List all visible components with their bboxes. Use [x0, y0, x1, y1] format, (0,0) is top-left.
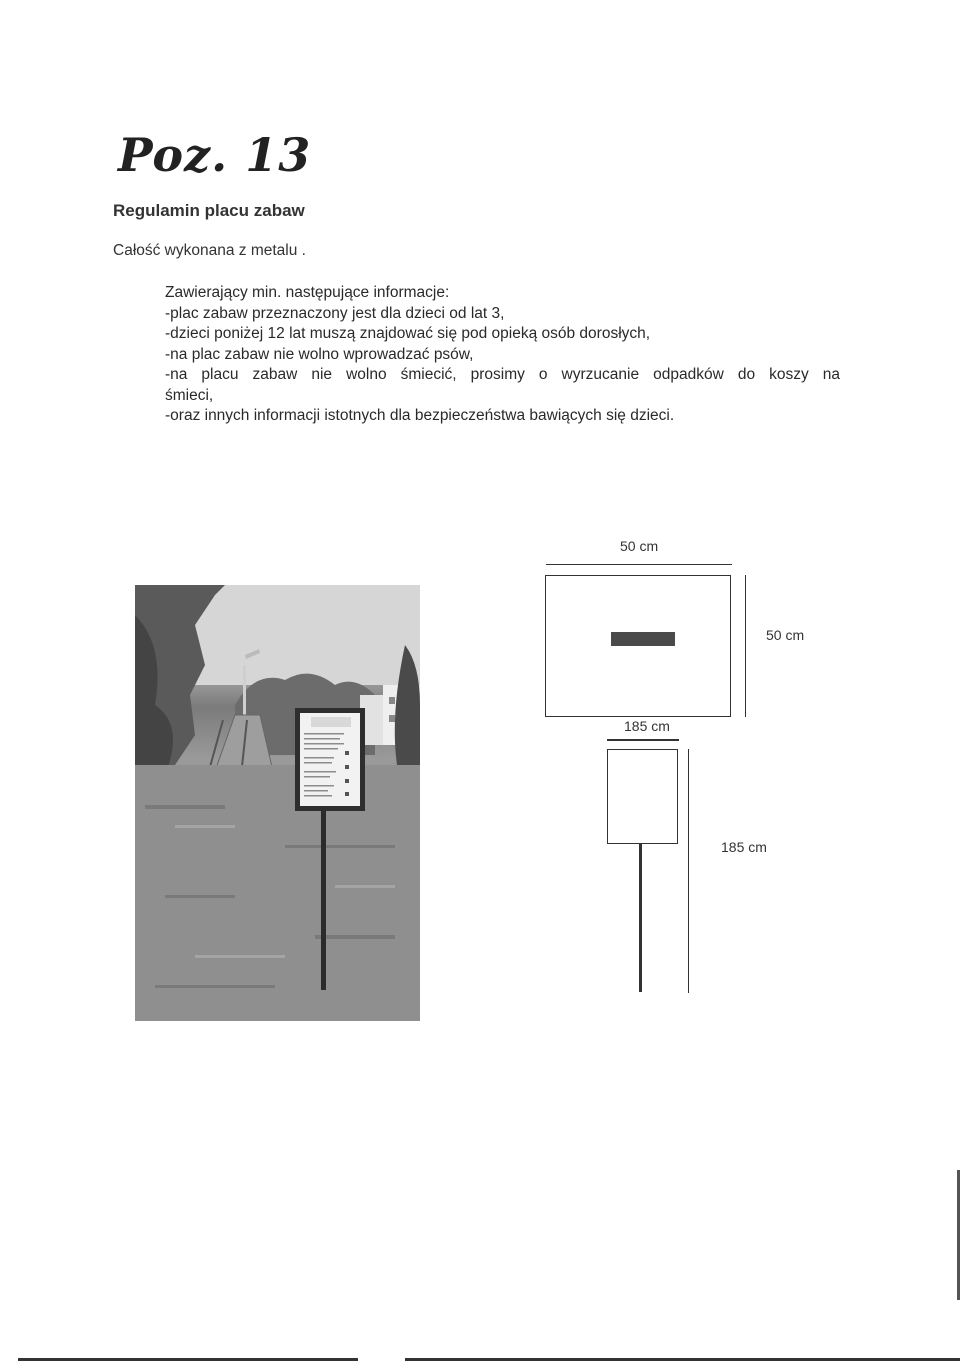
material-note: Całość wykonana z metalu .: [113, 242, 306, 259]
information-list: [165, 283, 840, 427]
sign-board-side-view: [607, 749, 678, 844]
sign-photo: [135, 585, 420, 1021]
panel-height-label: 50 cm: [766, 627, 805, 643]
list-item: -plac zabaw przeznaczony jest dla dzieci od lat 3,: [165, 304, 505, 322]
panel-height-dimension-line: [745, 575, 746, 717]
document-title: Regulamin placu zabaw: [113, 201, 305, 220]
sign-post: [639, 844, 642, 992]
panel-width-label: 50 cm: [620, 538, 659, 554]
handwritten-position-number: Poz. 13: [118, 128, 312, 182]
information-lead: Zawierający min. następujące informacje:: [165, 284, 450, 301]
panel-label-strip: [611, 632, 675, 646]
scan-edge-line: [18, 1358, 358, 1361]
post-height-label: 185 cm: [721, 839, 767, 855]
post-width-dimension-line: [607, 739, 679, 741]
list-item: -oraz innych informacji istotnych dla bezpieczeństwa bawiących się dzieci.: [165, 407, 675, 424]
post-width-label: 185 cm: [624, 718, 670, 734]
list-item: -dzieci poniżej 12 lat muszą znajdować się pod opieką osób dorosłych,: [165, 325, 651, 342]
list-item-continuation: śmieci,: [165, 386, 214, 404]
sign-panel-front-view: [545, 575, 731, 717]
panel-width-dimension-line: [546, 564, 732, 565]
scan-edge-line: [405, 1358, 960, 1361]
list-item: -na placu zabaw nie wolno śmiecić, prosimy o wyrzucanie odpadków do koszy na: [165, 366, 840, 383]
list-item: -na plac zabaw nie wolno wprowadzać psów,: [165, 345, 474, 363]
post-height-dimension-line: [688, 749, 689, 993]
